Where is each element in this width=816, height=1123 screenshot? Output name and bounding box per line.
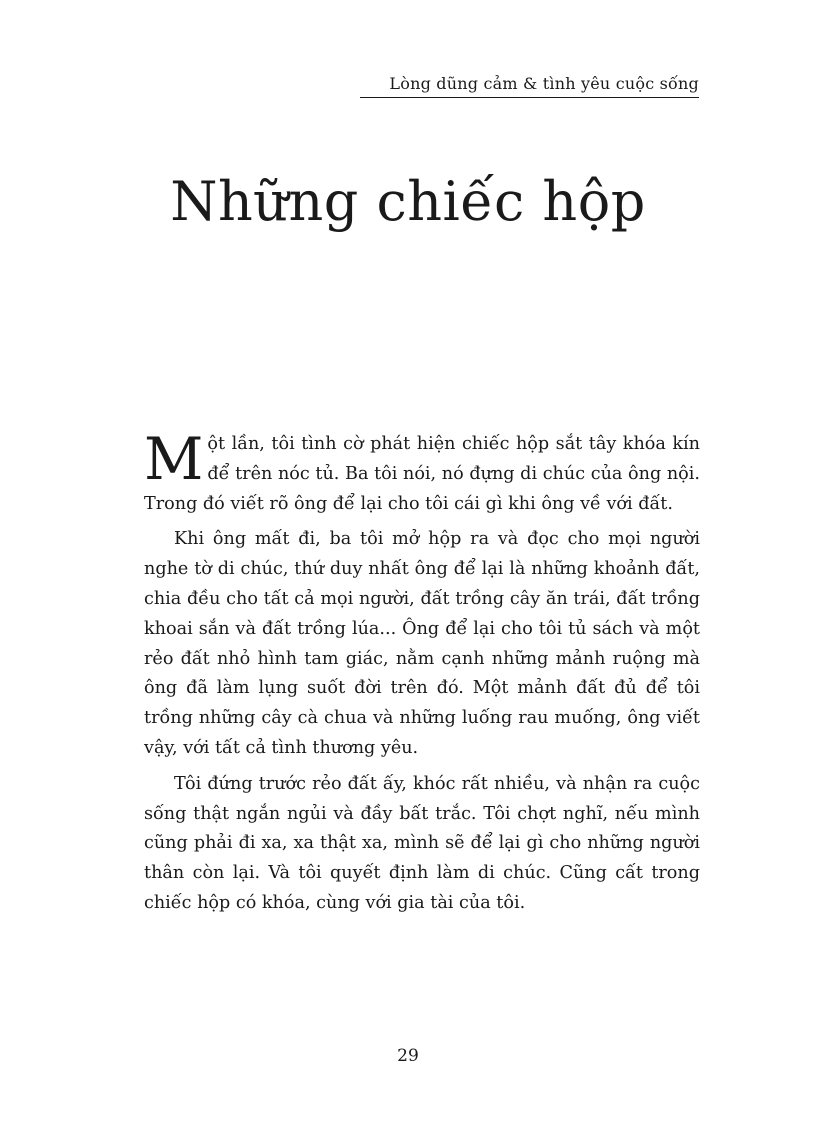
chapter-title: Những chiếc hộp xyxy=(170,170,646,233)
body-text xyxy=(144,425,700,925)
paragraph-1-text: ột lần, tôi tình cờ phát hiện chiếc hộp sắt tây khóa kín để trên nóc tủ. Ba tôi nói, nó đựng di chúc của ông nội. Trong đó viết rõ ông để lại cho tôi cái gì khi ông về với đất. xyxy=(144,434,700,514)
paragraph-2: Khi ông mất đi, ba tôi mở hộp ra và đọc cho mọi người nghe tờ di chúc, thứ duy nhất ông để lại là những khoảnh đất, chia đều cho tất cả mọi người, đất trồng cây ăn trái, đất trồng khoai sắn và đất trồng lúa... Ông để lại cho tôi tủ sách và một rẻo đất nhỏ hình tam giác, nằm cạnh những mảnh ruộng mà ông đã làm lụng suốt đời trên đó. Một mảnh đất đủ để tôi trồng những cây cà chua và những luống rau muống, ông viết vậy, với tất cả tình thương yêu. xyxy=(144,529,700,758)
drop-cap: M xyxy=(144,425,204,493)
running-header: Lòng dũng cảm & tình yêu cuộc sống xyxy=(360,74,699,98)
paragraph-1 xyxy=(144,425,700,519)
page-number: 29 xyxy=(397,1046,419,1066)
paragraph-3: Tôi đứng trước rẻo đất ấy, khóc rất nhiều, và nhận ra cuộc sống thật ngắn ngủi và đầy bất trắc. Tôi chợt nghĩ, nếu mình cũng phải đi xa, xa thật xa, mình sẽ để lại gì cho những người thân còn lại. Và tôi quyết định làm di chúc. Cũng cất trong chiếc hộp có khóa, cùng với gia tài của tôi. xyxy=(144,773,700,913)
